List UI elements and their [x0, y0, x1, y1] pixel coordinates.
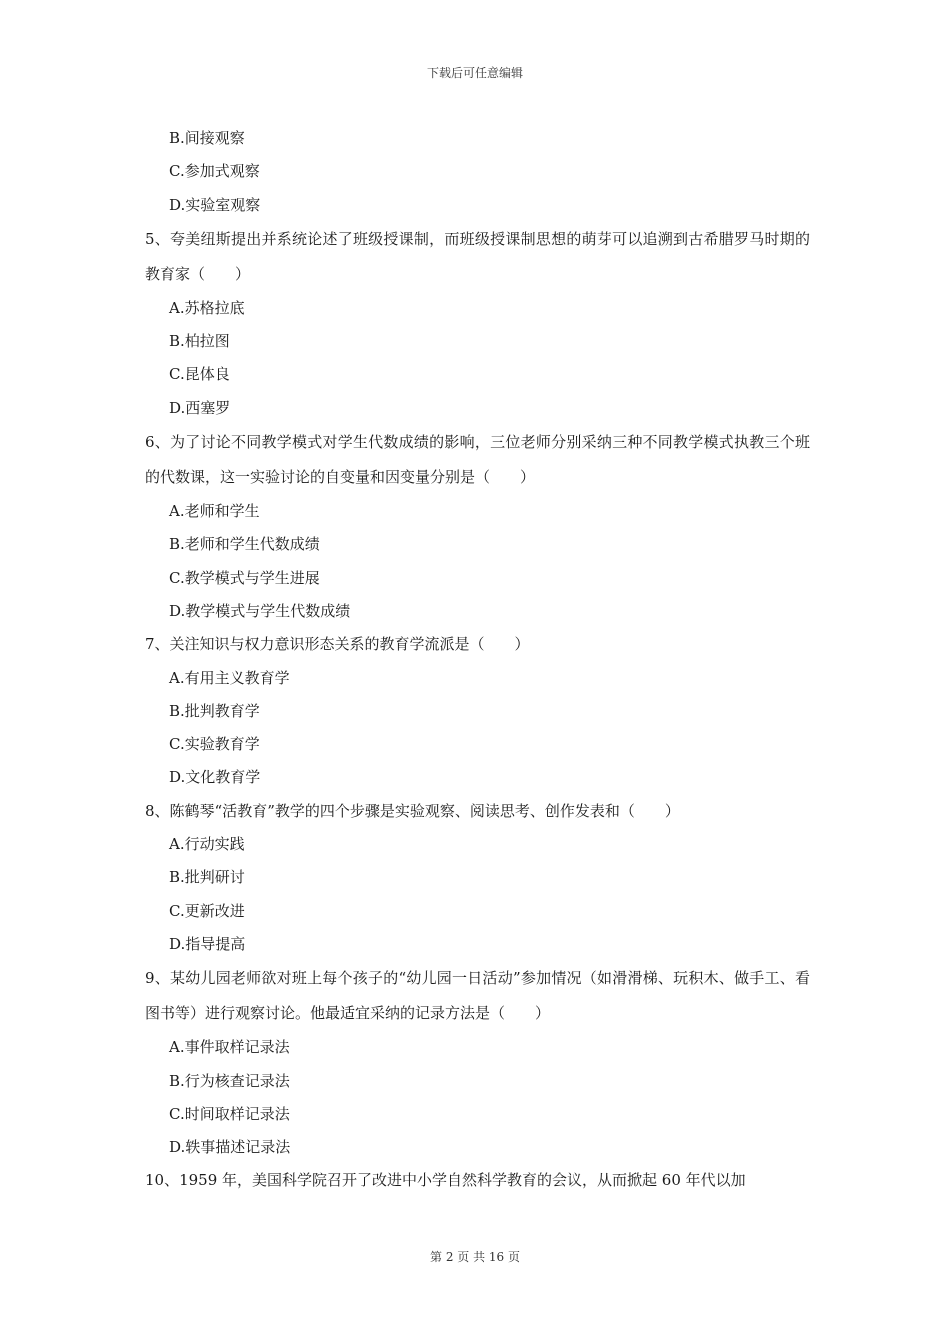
option-c: C.实验教育学 — [169, 735, 260, 754]
option-d: D.实验室观察 — [169, 195, 261, 214]
option-a: A.行动实践 — [169, 835, 245, 854]
document-body — [145, 122, 810, 1198]
question-9-stem: 9、某幼儿园老师欲对班上每个孩子的“幼儿园一日活动”参加情况（如滑滑梯、玩积木、做手工、看图书等）进行观察讨论。他最适宜采纳的记录方法是（ ） — [145, 969, 810, 1023]
question-10-stem: 10、1959 年，美国科学院召开了改进中小学自然科学教育的会议，从而掀起 60 年代以加 — [145, 1171, 746, 1190]
option-b: B.间接观察 — [169, 129, 245, 147]
page-footer: 第 2 页 共 16 页 — [430, 1250, 520, 1264]
option-b: B.批判研讨 — [169, 868, 245, 887]
option-b: B.行为核查记录法 — [169, 1071, 290, 1090]
option-d: D.轶事描述记录法 — [169, 1138, 291, 1157]
question-8-stem: 8、陈鹤琴“活教育”教学的四个步骤是实验观察、阅读思考、创作发表和（ ） — [145, 801, 680, 820]
option-c: C.昆体良 — [169, 365, 230, 384]
question-6-stem: 6、为了讨论不同教学模式对学生代数成绩的影响，三位老师分别采纳三种不同教学模式执教三个班的代数课，这一实验讨论的自变量和因变量分别是（ ） — [145, 433, 810, 487]
option-d: D.指导提高 — [169, 934, 246, 953]
option-a: A.有用主义教育学 — [169, 668, 290, 687]
option-c: C.更新改进 — [169, 901, 245, 920]
question-7-stem: 7、关注知识与权力意识形态关系的教育学流派是（ ） — [145, 635, 530, 654]
option-b: B.批判教育学 — [169, 701, 260, 720]
option-d: D.文化教育学 — [169, 768, 261, 787]
option-b: B.柏拉图 — [169, 332, 230, 351]
option-b: B.老师和学生代数成绩 — [169, 535, 320, 554]
option-c: C.时间取样记录法 — [169, 1104, 290, 1123]
option-c: C.参加式观察 — [169, 162, 260, 181]
option-a: A.苏格拉底 — [169, 298, 245, 317]
option-d: D.教学模式与学生代数成绩 — [169, 601, 351, 620]
option-a: A.事件取样记录法 — [169, 1038, 290, 1057]
option-c: C.教学模式与学生进展 — [169, 568, 320, 587]
option-d: D.西塞罗 — [169, 398, 231, 417]
question-5-stem: 5、夸美纽斯提出并系统论述了班级授课制，而班级授课制思想的萌芽可以追溯到古希腊罗马时期的教育家（ ） — [145, 229, 810, 283]
option-a: A.老师和学生 — [169, 502, 260, 521]
page-header: 下载后可任意编辑 — [426, 66, 523, 80]
